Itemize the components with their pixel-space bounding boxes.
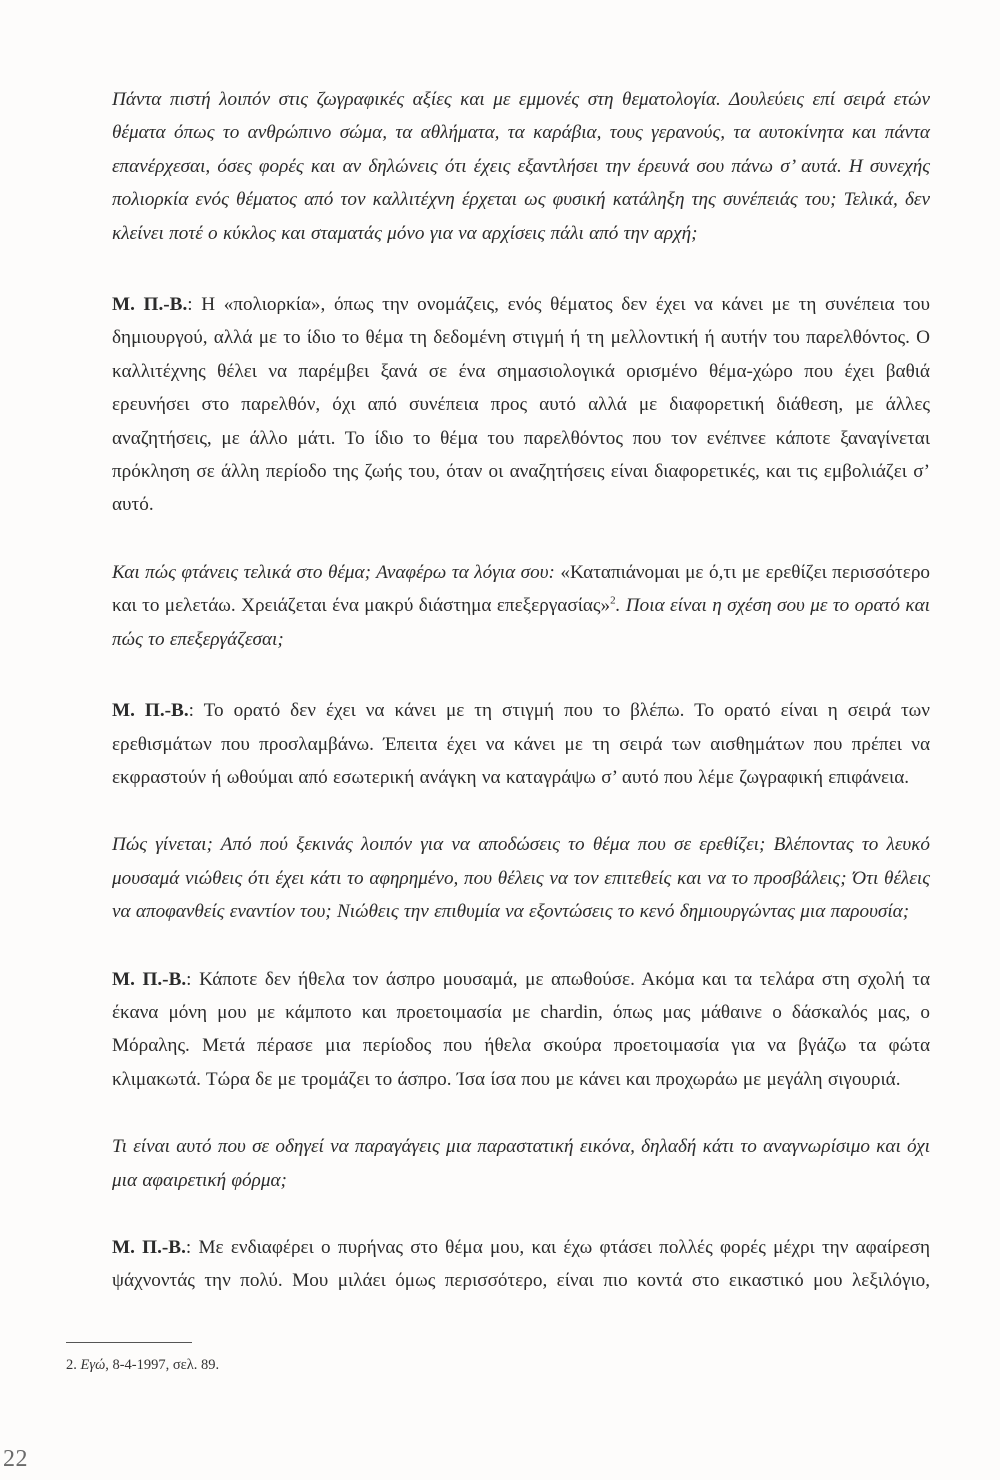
answer-paragraph [112,288,930,522]
footnote-reference[interactable]: 2 [610,594,616,607]
speaker-colon: : [185,1236,192,1258]
speaker-colon: : [187,294,193,316]
answer-paragraph [112,1231,930,1298]
speaker-label: Μ. Π.-Β. [112,968,187,990]
answer-text: Με ενδιαφέρει ο πυρήνας στο θέμα μου, και έχω φτάσει πολλές φορές μέχρι την αφαίρεση ψάχνοντάς την πολύ. Μου μιλάει όμως περισσότερο, είναι πιο κοντά στο εικαστικό μου λεξιλόγιο, [112,1236,930,1292]
question-paragraph: Τι είναι αυτό που σε οδηγεί να παραγάγεις μια παραστατική εικόνα, δηλαδή κάτι το αναγνωρίσιμο και όχι μια αφαιρετική φόρμα; [112,1136,930,1191]
footnote [66,1357,219,1374]
answer-paragraph [112,694,930,794]
answer-paragraph [112,963,930,1097]
footnote-source-title: Εγώ [80,1357,106,1373]
quoted-text: «Καταπιάνομαι με ό,τι με ερεθίζει περισσότερο και το μελετάω. Χρειάζεται ένα μακρύ διάστημα επεξεργασίας» [112,561,930,617]
footnote-details: , 8-4-1997, σελ. 89. [105,1357,220,1373]
speaker-label: Μ. Π.-Β. [112,294,188,316]
footnote-divider [66,1342,192,1343]
answer-text: Το ορατό δεν έχει να κάνει με τη στιγμή που το βλέπω. Το ορατό είναι η σειρά των ερεθισμάτων που προσλαμβάνω. Έπειτα έχει να κάνει με τη σειρά των αισθημάτων που πρέπει να εκφραστούν ή ωθούμαι από εσωτερική ανάγκη να καταγράψω σ’ αυτό που λέμε ζωγραφική επιφάνεια. [112,700,930,788]
speaker-colon: : [186,968,192,990]
speaker-label: Μ. Π.-Β. [112,700,189,722]
answer-text: Η «πολιορκία», όπως την ονομάζεις, ενός θέματος δεν έχει να κάνει με τη συνέπεια του δημιουργού, αλλά με το ίδιο το θέμα τη δεδομένη στιγμή ή τη μελλοντική ή αυτήν του παρελθόντος. Ο καλλιτέχνης θέλει να παρέμβει ξανά σε ένα σημασιολογικά ορισμένο θέμα-χώρο που έχει βαθιά ερευνήσει στο παρελθόν, όχι από συνέπεια προς αυτό αλλά με διαφορετική διάθεση, με άλλες αναζητήσεις, με άλλο μάτι. Το ίδιο το θέμα του παρελθόντος που τον ενέπνεε κάποτε ξαναγίνεται πρόκληση σε άλλη περίοδο της ζωής του, όταν οι αναζητήσεις είναι διαφορετικές, και τις εμβολιάζει σ’ αυτό. [112,294,930,516]
question-text: . Ποια είναι η σχέση σου με το ορατό και πώς το επεξεργάζεσαι; [112,595,931,650]
answer-text: Κάποτε δεν ήθελα τον άσπρο μουσαμά, με απωθούσε. Ακόμα και τα τελάρα στη σχολή τα έκανα μόνη μου με κάμποτο και προετοιμασία με chardin, όπως μας μάθαινε ο δάσκαλός μας, ο Μόραλης. Μετά πέρασε μια περίοδος που ήθελα σκούρα προετοιμασία για να βγάζω τα φώτα κλιμακωτά. Τώρα δε με τρομάζει το άσπρο. Ίσα ίσα που με κάνει και προχωράω με μεγάλη σιγουριά. [112,968,930,1090]
question-text: Και πώς φτάνεις τελικά στο θέμα; Αναφέρω τα λόγια σου: [112,561,561,583]
question-paragraph: Πώς γίνεται; Από πού ξεκινάς λοιπόν για να αποδώσεις το θέμα που σε ερεθίζει; Βλέποντας το λευκό μουσαμά νιώθεις ότι έχει κάτι το αφηρημένο, που θέλεις να τον επιτεθείς και να το προσβάλεις; Ότι θέλεις να αποφανθείς εναντίον του; Νιώθεις την επιθυμία να εξοντώσεις το κενό δημιουργώντας μια παρουσία; [112,834,930,923]
page-body [112,83,930,1298]
speaker-label: Μ. Π.-Β. [112,1236,186,1258]
footnote-number: 2. [66,1357,81,1373]
speaker-colon: : [188,700,194,722]
question-paragraph [112,556,930,656]
page-number: 22 [3,1446,28,1472]
question-paragraph: Πάντα πιστή λοιπόν στις ζωγραφικές αξίες και με εμμονές στη θεματολογία. Δουλεύεις επί σειρά ετών θέματα όπως το ανθρώπινο σώμα, τα αθλήματα, τα καράβια, τους γερανούς, τα αυτοκίνητα και πάντα επανέρχεσαι, όσες φορές και αν δηλώνεις ότι έχεις εξαντλήσει την έρευνά σου πάνω σ’ αυτά. Η συνεχής πολιορκία ενός θέματος από τον καλλιτέχνη έρχεται ως φυσική κατάληξη της συνέπειάς του; Τελικά, δεν κλείνει ποτέ ο κύκλος και σταματάς μόνο για να αρχίσεις πάλι από την αρχή; [112,89,930,244]
